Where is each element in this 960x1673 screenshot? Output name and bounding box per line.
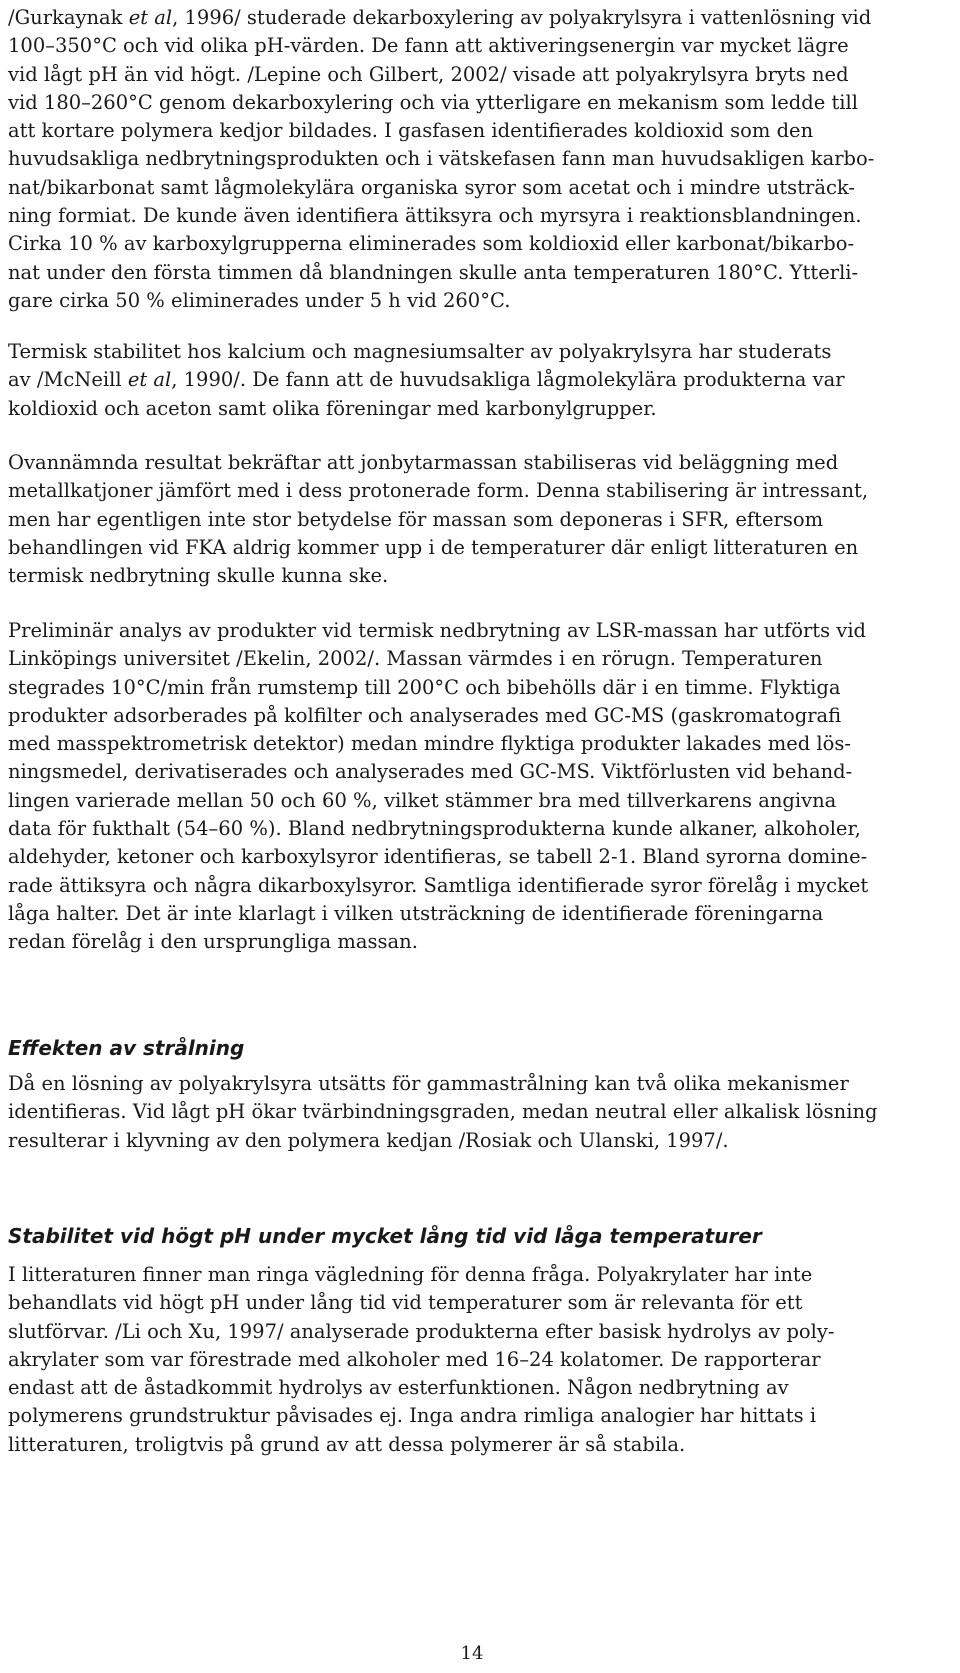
paragraph-high-ph: I litteraturen finner man ringa vägledning för denna fråga. Polyakrylater har inte behandlats vid högt pH under lång tid vid temperaturer som är relevanta för ett slutförvar. /Li och Xu, 1997/ analyserade produkterna efter basisk hydrolys av poly- akrylater som var förestrade med alkoholer med 16–24 kolatomer. De rapporterar endast att de åstadkommit hydrolys av esterfunktionen. Någon nedbrytning av polymerens grundstruktur påvisades ej. Inga andra rimliga analogier har hittats i litteraturen, troligtvis på grund av att dessa polymerer är så stabila.	[8, 1263, 835, 1456]
paragraph-radiation: Då en lösning av polyakrylsyra utsätts för gammastrålning kan två olika mekanismer identifieras. Vid lågt pH ökar tvärbindningsgraden, medan neutral eller alkalisk lösning resulterar i klyvning av den polymera kedjan /Rosiak och Ulanski, 1997/.	[8, 1072, 878, 1152]
citation-et-al: et al	[128, 6, 173, 29]
page-number: 14	[460, 1643, 484, 1664]
paragraph-stabilization: Ovannämnda resultat bekräftar att jonbytarmassan stabiliseras vid beläggning med metallkatjoner jämfört med i dess protonerade form. Denna stabilisering är intressant, men har egentligen inte stor betydelse för massan som deponeras i SFR, eftersom behandlingen vid FKA aldrig kommer upp i de temperaturer där enligt litteraturen en termisk nedbrytning skulle kunna ske.	[8, 451, 869, 588]
paragraph-preliminary-analysis: Preliminär analys av produkter vid termisk nedbrytning av LSR-massan har utförts vid Linköpings universitet /Ekelin, 2002/. Massan värmdes i en rörugn. Temperaturen stegrades 10°C/min från rumstemp till 200°C och bibehölls där i en timme. Flyktiga produkter adsorberades på kolfilter och analyserades med GC-MS (gaskromatografi med masspektrometrisk detektor) medan mindre flyktiga produkter lakades med lös- ningsmedel, derivatiserades och analyserades med GC-MS. Viktförlusten vid behand- lingen varierade mellan 50 och 60 %, vilket stämmer bra med tillverkarens angivna data för fukthalt (54–60 %). Bland nedbrytningsprodukterna kunde alkaner, alkoholer, aldehyder, ketoner och karboxylsyror identifieras, se tabell 2-1. Bland syrorna domine- rade ättiksyra och några dikarboxylsyror. Samtliga identifierade syror förelåg i mycket låga halter. Det är inte klarlagt i vilken utsträckning de identifierade föreningarna redan förelåg i den ursprungliga massan.	[8, 619, 869, 954]
section-heading-radiation: Effekten av strålning	[8, 1036, 245, 1060]
paragraph-decarboxylation: /Gurkaynak et al, 1996/ studerade dekarboxylering av polyakrylsyra i vattenlösning vid 100–350°C och vid olika pH-värden. De fann att aktiveringsenergin var mycket lägre vid lågt pH än vid högt. /Lepine och Gilbert, 2002/ visade att polyakrylsyra bryts ned vid 180–260°C genom dekarboxylering och via ytterligare en mekanism som ledde till att kortare polymera kedjor bildades. I gasfasen identifierades koldioxid som den huvudsakliga nedbrytningsprodukten och i vätskefasen fann man huvudsakligen karbo- nat/bikarbonat samt lågmolekylära organiska syror som acetat och i mindre utsträck- ning formiat. De kunde även identifiera ättiksyra och myrsyra i reaktionsblandningen. Cirka 10 % av karboxylgrupperna eliminerades som koldioxid eller karbonat/bikarbo- nat under den första timmen då blandningen skulle anta temperaturen 180°C. Ytterli- gare cirka 50 % eliminerades under 5 h vid 260°C.	[8, 6, 875, 312]
section-heading-high-ph-stability: Stabilitet vid högt pH under mycket lång tid vid låga temperaturer	[8, 1224, 762, 1248]
paragraph-thermal-stability: Termisk stabilitet hos kalcium och magnesiumsalter av polyakrylsyra har studerats av /McNeill et al, 1990/. De fann att de huvudsakliga lågmolekylära produkterna var koldioxid och aceton samt olika föreningar med karbonylgrupper.	[8, 340, 845, 420]
citation-et-al: et al	[127, 368, 172, 392]
